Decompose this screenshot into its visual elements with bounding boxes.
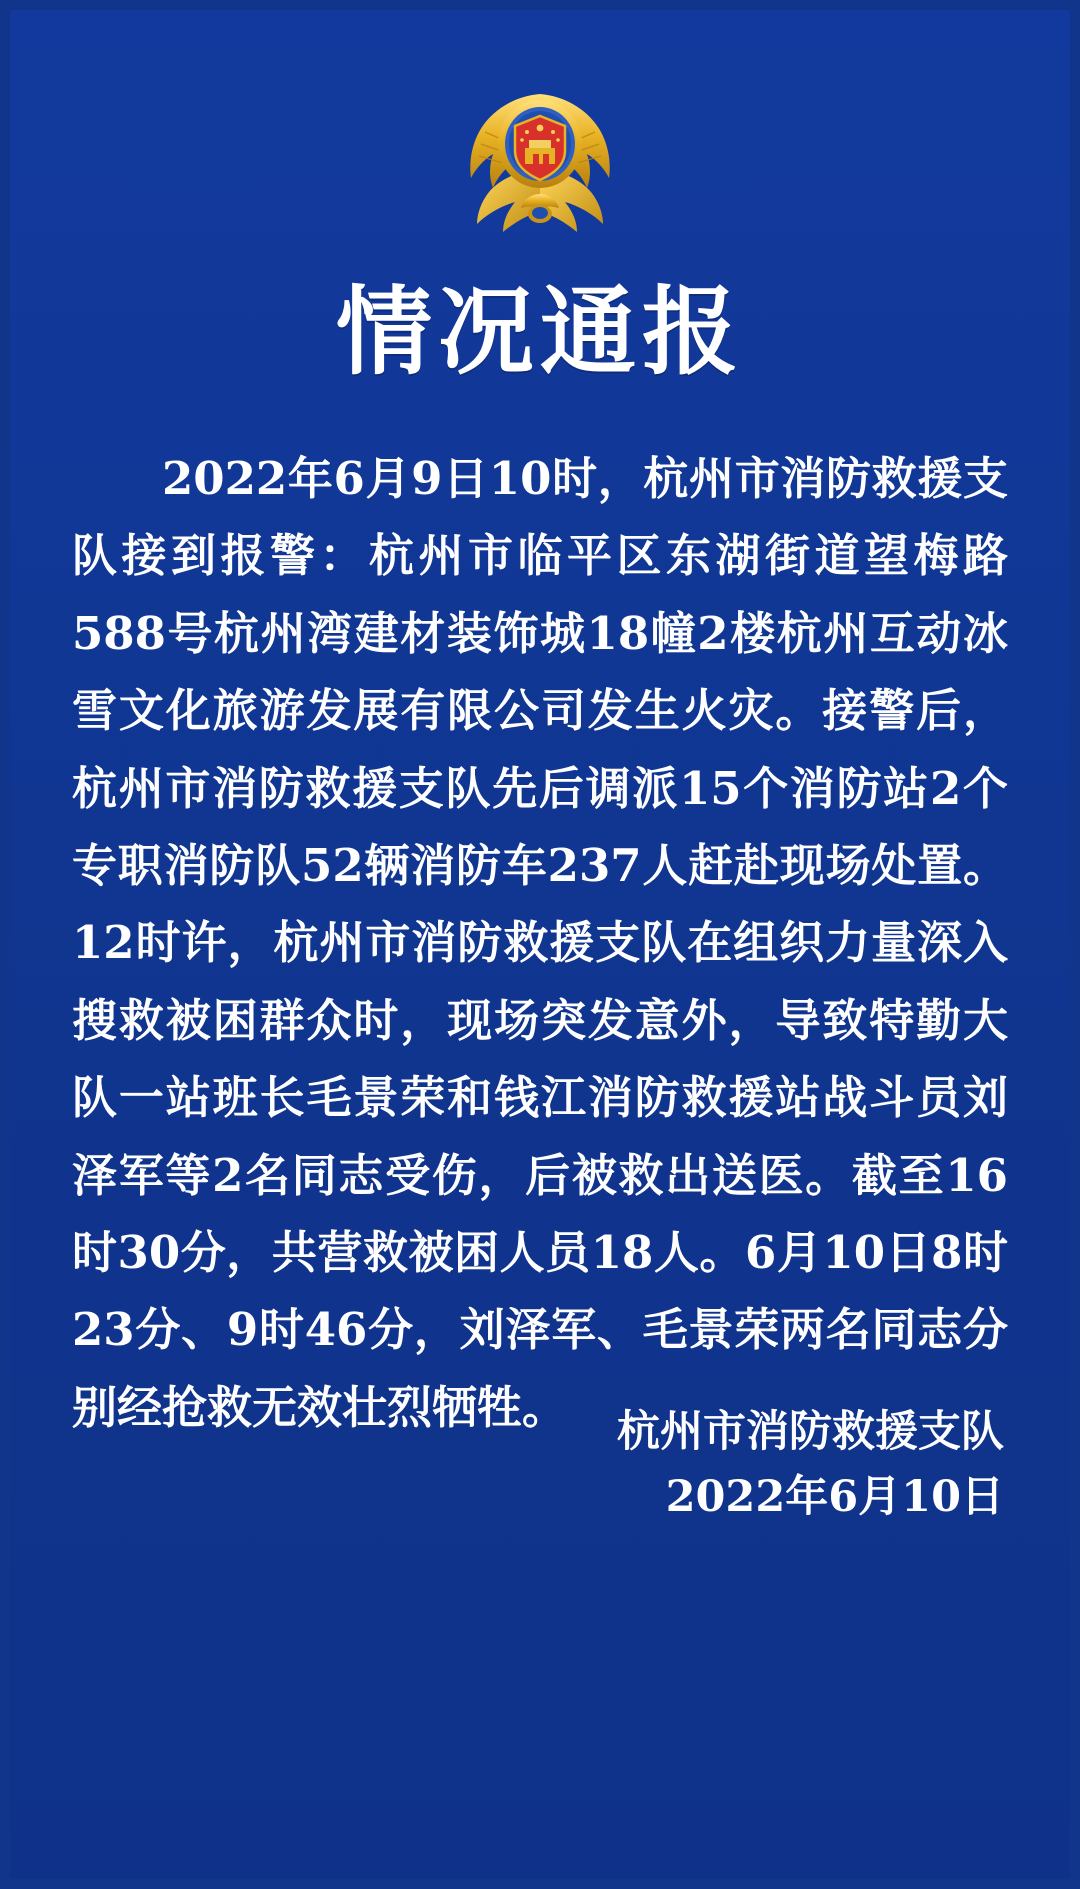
notice-body: 2022年6月9日10时，杭州市消防救援支队接到报警：杭州市临平区东湖街道望梅路588号杭州湾建材装饰城18幢2楼杭州互动冰雪文化旅游发展有限公司发生火灾。接警后，杭州市消防救援支队先后调派15个消防站2个专职消防队52辆消防车237人赶赴现场处置。12时许，杭州市消防救援支队在组织力量深入搜救被困群众时，现场突发意外，导致特勤大队一站班长毛景荣和钱江消防救援站战斗员刘泽军等2名同志受伤，后被救出送医。截至16时30分，共营救被困人员18人。6月10日8时23分、9时46分，刘泽军、毛景荣两名同志分别经抢救无效壮烈牺牲。 [72, 452, 1008, 1434]
page-title: 情况通报 [336, 276, 744, 388]
fire-rescue-emblem-icon [445, 74, 635, 244]
signature-date: 2022年6月10日 [665, 1471, 1004, 1522]
signature-block [617, 1400, 1004, 1529]
signature-organization: 杭州市消防救援支队 [617, 1407, 1004, 1457]
emblem-container [0, 74, 1080, 244]
